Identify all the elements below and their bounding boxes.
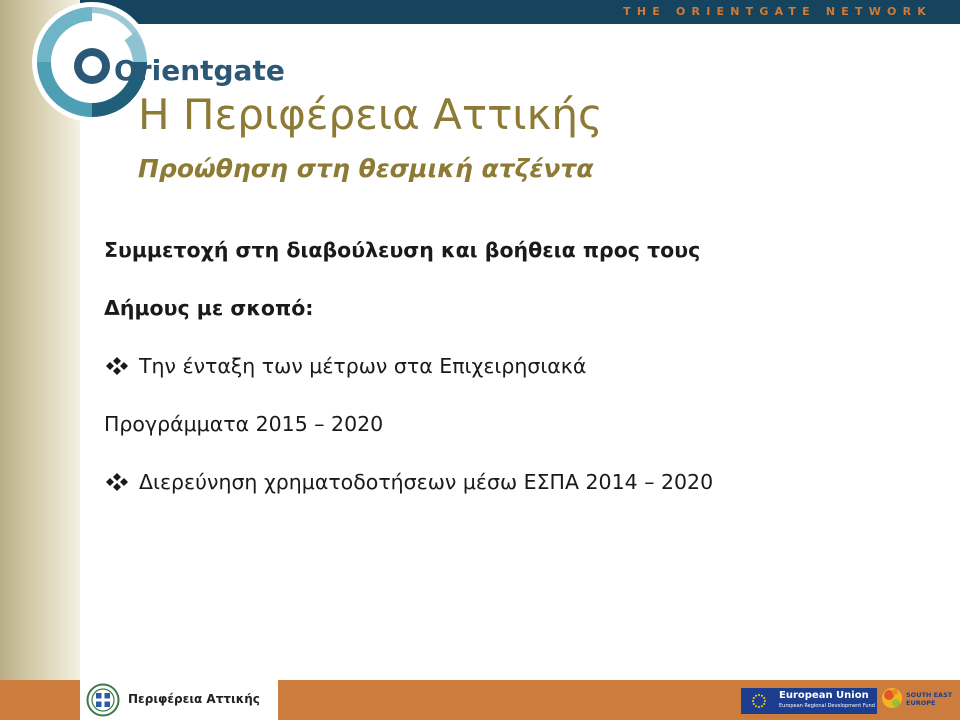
slide-content — [104, 236, 924, 526]
content-line-4: Προγράμματα 2015 – 2020 — [104, 412, 384, 436]
region-emblem-icon — [86, 683, 120, 717]
diamond-bullet-icon — [104, 472, 130, 492]
bullet-item-2: Διερεύνηση χρηματοδοτήσεων μέσω ΕΣΠΑ 2014 – 2020 — [104, 468, 924, 496]
network-label: THE ORIENTGATE NETWORK — [623, 5, 932, 18]
bullet-item-1: Την ένταξη των μέτρων στα Επιχειρησιακά — [104, 352, 924, 380]
eu-label: European Union — [779, 690, 869, 701]
slide-title: Η Περιφέρεια Αττικής — [138, 90, 603, 139]
region-label: Περιφέρεια Αττικής — [128, 692, 260, 706]
diamond-bullet-icon — [104, 356, 130, 376]
content-line-2: Δήμους με σκοπό: — [104, 296, 314, 320]
content-line-1: Συμμετοχή στη διαβούλευση και βοήθεια προς τους — [104, 238, 701, 262]
eu-flag-icon — [744, 691, 774, 711]
orientgate-logo-text: Orientgate — [114, 54, 285, 87]
slide-subtitle: Προώθηση στη θεσμική ατζέντα — [138, 154, 594, 183]
south-east-europe-label: SOUTH EAST EUROPE — [906, 691, 953, 707]
eu-fund-label: European Regional Development Fund — [779, 703, 875, 709]
